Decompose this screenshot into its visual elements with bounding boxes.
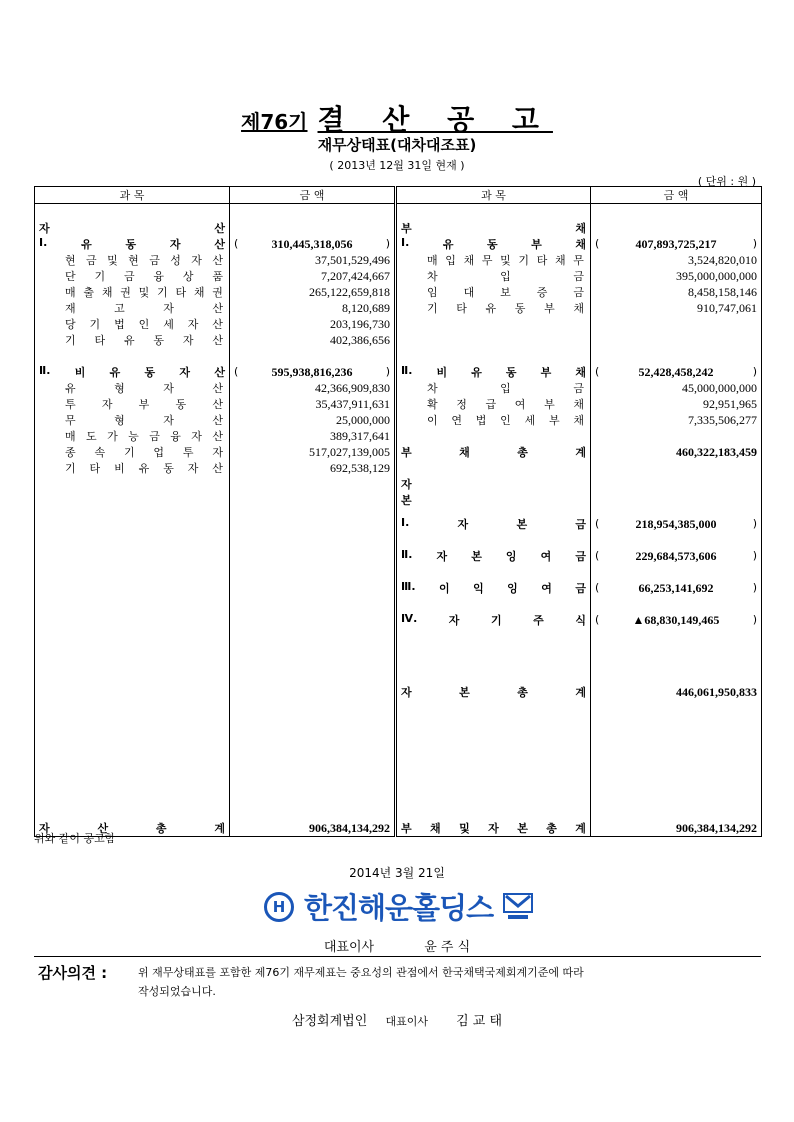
equity-capital-label: Ⅰ. 자 본 금 — [396, 508, 591, 540]
liability-item: 확 정 급 여 부 채 — [396, 396, 591, 412]
ceo-name: 윤 주 식 — [424, 940, 471, 955]
firm-ceo-name: 김 교 태 — [456, 1014, 503, 1029]
asset-item: 단 기 금 융 상 품 — [35, 268, 230, 284]
equity-section-label: 자 본 — [396, 476, 591, 508]
liability-value: 45,000,000,000 — [591, 380, 762, 396]
audit-opinion-label: 감사의견 : — [38, 964, 108, 982]
liab-equity-total-label: 부 채 및 자 본 총 계 — [396, 820, 591, 837]
current-assets-label: Ⅰ. 유 동 자 산 — [35, 236, 230, 252]
retained-earnings-label: Ⅲ. 이 익 잉 여 금 — [396, 572, 591, 604]
company-logo — [264, 886, 536, 926]
treasury-stock-label: Ⅳ. 자 기 주 식 — [396, 604, 591, 636]
liabilities-total-label: 부 채 총 계 — [396, 444, 591, 460]
noncurrent-assets-label: Ⅱ. 비 유 동 자 산 — [35, 364, 230, 380]
liabilities-section-label: 부 채 — [396, 220, 591, 236]
balance-sheet-table: 과 목 금 액 과 목 금 액 자 산 부 채 Ⅰ. 유 동 자 산 ( 310,445,318,056 ) Ⅰ. 유 동 부 채 ( 407,893,725,217 ) 현 금 및 현 금 성 자 산 37,501,529,496 매 입 채 무 및 기 타 채 무 3,524,820,010 단 기 금 융 상 품 7,207,424,667 차 입 금 395,000,000,000 매 출 채 권 및 기 타 채 권 265,122,659,818 임 대 보 증 금 8,458,158,146 재 고 자 산 8,120,689 기 타 유 동 부 채 910,747,061 당 기 법 인 세 자 산 203,196,730 기 타 유 동 자 산 402,386,656 Ⅱ. 비 유 동 자 산 ( 595,938,816,236 ) Ⅱ. 비 유 동 부 채 ( 52,428,458,242 ) 유 형 자 산 42,366,909,830 차 입 금 45,000,000,000 투 자 부 동 산 35,437,911,631 확 정 급 여 부 채 92,951,965 무 형 자 산 25,000,000 이 연 법 인 세 부 채 7,335,506,277 매 도 가 능 금 융 자 산 389,317,641 종 속 기 업 투 자 517,027,139,005 부 채 총 계 460,322,183,459 기 타 비 유 동 자 산 692,538,129 자 본 Ⅰ. 자 본 금 ( 218,954,385,000 ) Ⅱ. 자 본 잉 여 금 ( 229,684,573,606 ) Ⅲ. 이 익 잉 여 금 ( 66,253,141,692 ) Ⅳ. 자 기 주 식 ( ▲68,830,149,465 ) 자 본 총 계 446,061,950,833 자 산 총 계 906,384,134,292 부 채 및 자 본 총 계 906,384,134,292 — [34, 186, 762, 837]
asset-value: 25,000,000 — [230, 412, 396, 428]
asset-value: 389,317,641 — [230, 428, 396, 444]
ceo-line — [0, 936, 794, 955]
liability-value: 7,335,506,277 — [591, 412, 762, 428]
assets-total: 906,384,134,292 — [230, 820, 396, 837]
asset-value: 203,196,730 — [230, 316, 396, 332]
notice-heading: 결 산 공 고 — [317, 103, 553, 136]
unit-label: ( 단위 : 원 ) — [697, 175, 756, 188]
noncurrent-liabilities-label: Ⅱ. 비 유 동 부 채 — [396, 364, 591, 380]
firm-name: 삼정회계법인 — [291, 1014, 368, 1029]
header-account-right: 과 목 — [396, 187, 591, 204]
liability-value: 910,747,061 — [591, 300, 762, 316]
liab-equity-total: 906,384,134,292 — [591, 820, 762, 837]
capital-surplus-label: Ⅱ. 자 본 잉 여 금 — [396, 540, 591, 572]
audit-text-line1: 위 재무상태표를 포함한 제76기 재무제표는 중요성의 관점에서 한국채택국제회계기준에 따라 — [138, 966, 584, 979]
noncurrent-assets-total: 595,938,816,236 — [271, 364, 353, 379]
current-liabilities-total: 407,893,725,217 — [635, 236, 717, 251]
noncurrent-liabilities-total: 52,428,458,242 — [638, 364, 714, 379]
assets-total-label: 자 산 총 계 — [35, 820, 230, 837]
asset-item: 기 타 유 동 자 산 — [35, 332, 230, 348]
asset-item: 매 도 가 능 금 융 자 산 — [35, 428, 230, 444]
assets-section-label: 자 산 — [35, 220, 230, 236]
liability-item: 임 대 보 증 금 — [396, 284, 591, 300]
asset-value: 517,027,139,005 — [230, 444, 396, 460]
hanjin-mark-icon — [502, 892, 534, 922]
fiscal-period: 제76기 — [241, 110, 308, 134]
asset-item: 재 고 자 산 — [35, 300, 230, 316]
retained-earnings-value: 66,253,141,692 — [638, 580, 714, 595]
notice-note: 위와 같이 공고함 — [34, 832, 116, 845]
asset-item: 매 출 채 권 및 기 타 채 권 — [35, 284, 230, 300]
current-assets-total: 310,445,318,056 — [271, 236, 353, 251]
asset-value: 265,122,659,818 — [230, 284, 396, 300]
notice-date: 2014년 3월 21일 — [349, 866, 445, 880]
equity-total: 446,061,950,833 — [591, 684, 762, 700]
liability-value: 92,951,965 — [591, 396, 762, 412]
asset-item: 현 금 및 현 금 성 자 산 — [35, 252, 230, 268]
liability-value: 8,458,158,146 — [591, 284, 762, 300]
liability-item: 기 타 유 동 부 채 — [396, 300, 591, 316]
firm-ceo-title: 대표이사 — [385, 1015, 428, 1028]
notice-title — [0, 98, 794, 138]
equity-total-label: 자 본 총 계 — [396, 684, 591, 700]
asset-value: 692,538,129 — [230, 460, 396, 476]
liability-item: 차 입 금 — [396, 380, 591, 396]
logo-h-icon: H — [264, 892, 294, 922]
liability-item: 이 연 법 인 세 부 채 — [396, 412, 591, 428]
asset-item: 종 속 기 업 투 자 — [35, 444, 230, 460]
asset-value: 37,501,529,496 — [230, 252, 396, 268]
equity-capital-value: 218,954,385,000 — [635, 516, 717, 531]
statement-subtitle: 재무상태표(대차대조표) — [317, 136, 477, 154]
header-amount-right: 금 액 — [591, 187, 762, 204]
asset-item: 투 자 부 동 산 — [35, 396, 230, 412]
asset-value: 35,437,911,631 — [230, 396, 396, 412]
asset-item: 유 형 자 산 — [35, 380, 230, 396]
header-amount-left: 금 액 — [230, 187, 396, 204]
audit-firm — [0, 1010, 794, 1029]
header-account-left: 과 목 — [35, 187, 230, 204]
treasury-stock-value: ▲68,830,149,465 — [632, 612, 720, 627]
capital-surplus-value: 229,684,573,606 — [635, 548, 717, 563]
audit-text-line2: 작성되었습니다. — [138, 985, 216, 998]
asset-item: 기 타 비 유 동 자 산 — [35, 460, 230, 476]
asset-item: 당 기 법 인 세 자 산 — [35, 316, 230, 332]
company-name: 한진해운홀딩스 — [304, 891, 494, 925]
audit-opinion-text — [138, 963, 738, 1001]
ceo-title: 대표이사 — [323, 940, 375, 955]
liability-item: 매 입 채 무 및 기 타 채 무 — [396, 252, 591, 268]
as-of-date: ( 2013년 12월 31일 현재 ) — [329, 159, 465, 172]
asset-value: 42,366,909,830 — [230, 380, 396, 396]
asset-item: 무 형 자 산 — [35, 412, 230, 428]
asset-value: 7,207,424,667 — [230, 268, 396, 284]
liabilities-total: 460,322,183,459 — [591, 444, 762, 460]
divider — [34, 956, 761, 957]
asset-value: 402,386,656 — [230, 332, 396, 348]
liability-value: 3,524,820,010 — [591, 252, 762, 268]
asset-value: 8,120,689 — [230, 300, 396, 316]
liability-item: 차 입 금 — [396, 268, 591, 284]
liability-value: 395,000,000,000 — [591, 268, 762, 284]
current-liabilities-label: Ⅰ. 유 동 부 채 — [396, 236, 591, 252]
